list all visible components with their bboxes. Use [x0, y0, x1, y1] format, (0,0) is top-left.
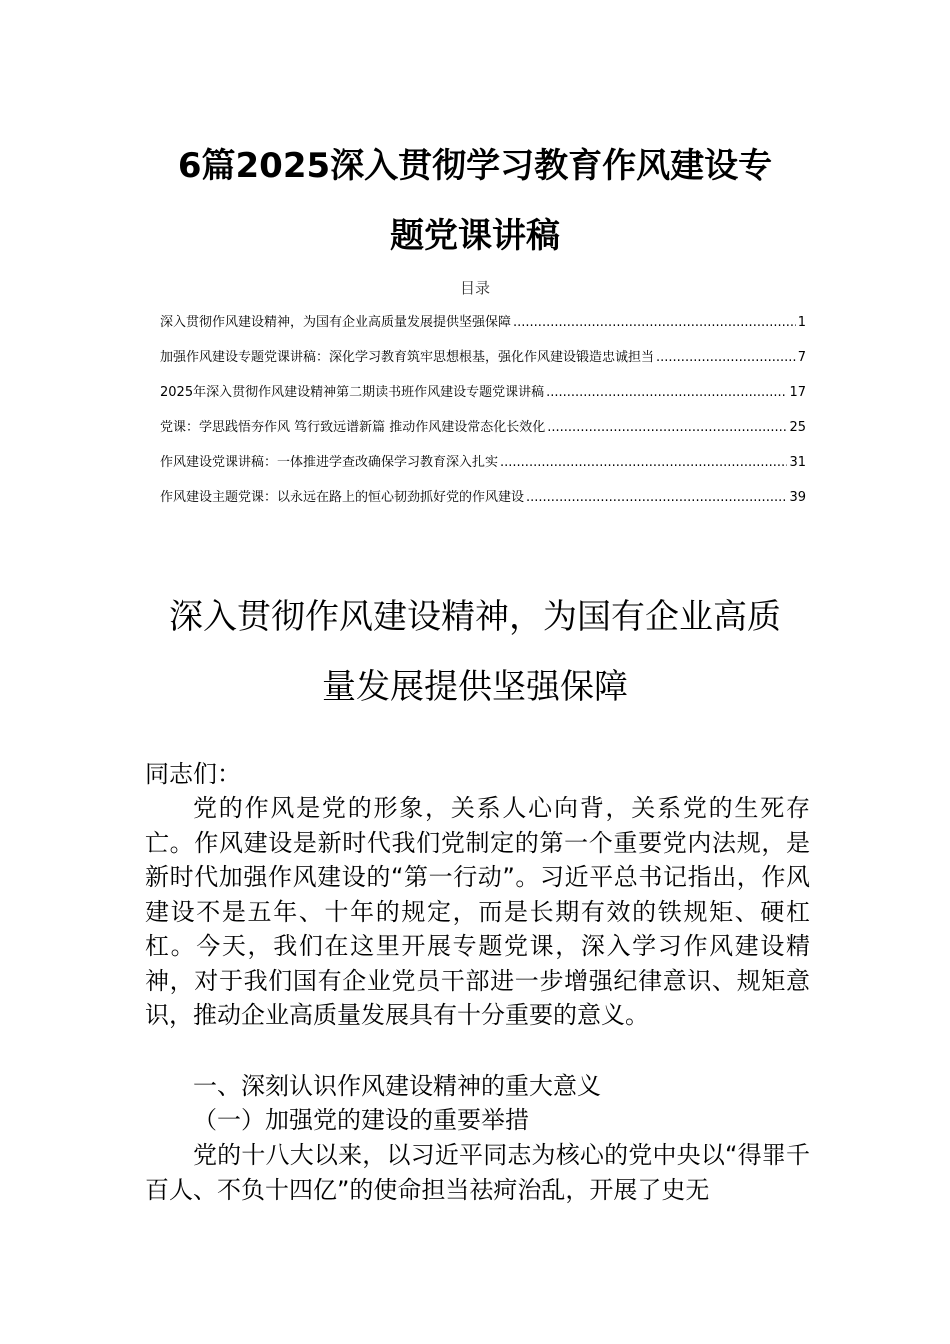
table-of-contents	[160, 311, 806, 521]
toc-entry[interactable]	[160, 311, 806, 346]
toc-leader-dots	[526, 490, 787, 505]
toc-leader-dots	[500, 455, 787, 470]
toc-entry-title: 作风建设党课讲稿：一体推进学查改确保学习教育深入扎实	[160, 455, 499, 470]
toc-entry[interactable]	[160, 486, 806, 521]
toc-entry[interactable]	[160, 416, 806, 451]
document-title-line-2: 题党课讲稿	[390, 216, 560, 256]
toc-entry-page: 1	[797, 315, 806, 330]
toc-entry-page: 31	[789, 455, 806, 470]
section-heading: 一、深刻认识作风建设精神的重大意义	[193, 1072, 601, 1100]
body-paragraph: 党的十八大以来，以习近平同志为核心的党中央以“得罪千百人、不负十四亿”的使命担当祛疴治乱，开展了史无	[145, 1141, 810, 1204]
toc-entry[interactable]	[160, 451, 806, 486]
toc-entry-title: 加强作风建设专题党课讲稿：深化学习教育筑牢思想根基，强化作风建设锻造忠诚担当	[160, 350, 655, 365]
toc-entry-title: 2025年深入贯彻作风建设精神第二期读书班作风建设专题党课讲稿	[160, 385, 545, 400]
toc-entry[interactable]	[160, 381, 806, 416]
toc-leader-dots	[547, 420, 787, 435]
toc-leader-dots	[513, 315, 796, 330]
toc-leader-dots	[656, 350, 796, 365]
toc-entry-page: 25	[789, 420, 806, 435]
subsection-heading: （一）加强党的建设的重要举措	[193, 1106, 529, 1134]
toc-entry-title: 作风建设主题党课：以永远在路上的恒心韧劲抓好党的作风建设	[160, 490, 525, 505]
article-title-line-1: 深入贯彻作风建设精神，为国有企业高质	[169, 597, 781, 637]
toc-entry-title: 深入贯彻作风建设精神，为国有企业高质量发展提供坚强保障	[160, 315, 512, 330]
toc-leader-dots	[546, 385, 787, 400]
salutation: 同志们：	[145, 760, 241, 788]
toc-entry-page: 7	[797, 350, 806, 365]
toc-entry-page: 17	[789, 385, 806, 400]
body-paragraph: 党的作风是党的形象，关系人心向背，关系党的生死存亡。作风建设是新时代我们党制定的第一个重要党内法规，是新时代加强作风建设的“第一行动”。习近平总书记指出，作风建设不是五年、十年的规定，而是长期有效的铁规矩、硬杠杠。今天，我们在这里开展专题党课，深入学习作风建设精神，对于我们国有企业党员干部进一步增强纪律意识、规矩意识，推动企业高质量发展具有十分重要的意义。	[145, 794, 810, 1029]
toc-entry-title: 党课：学思践悟夯作风 笃行致远谱新篇 推动作风建设常态化长效化	[160, 420, 546, 435]
document-title-line-1: 6篇2025深入贯彻学习教育作风建设专	[177, 146, 773, 186]
toc-entry-page: 39	[789, 490, 806, 505]
toc-heading: 目录	[459, 279, 490, 297]
article-title-line-2: 量发展提供坚强保障	[322, 667, 628, 707]
toc-entry[interactable]	[160, 346, 806, 381]
